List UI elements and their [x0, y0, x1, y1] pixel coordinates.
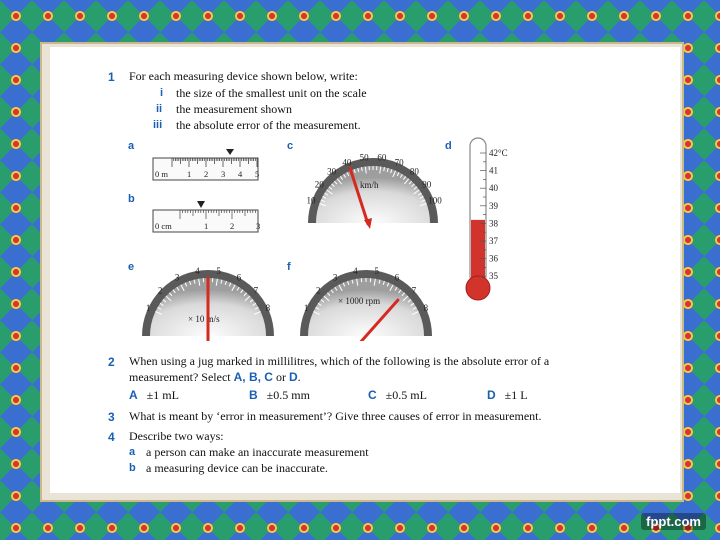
q4-item-b-text: a measuring device can be inaccurate.	[146, 461, 328, 475]
dc-tick-label: 20	[314, 179, 324, 190]
ruler-a-tick-label: 5	[255, 169, 260, 179]
q1-number: 1	[108, 70, 115, 84]
q3-number: 3	[108, 410, 115, 424]
q4-number: 4	[108, 430, 115, 444]
ruler-b	[150, 195, 262, 237]
dial-e-unit: × 10 m/s	[188, 314, 220, 324]
q3-text: What is meant by ‘error in measurement’? Give three causes of error in measurement.	[129, 409, 542, 423]
q1-item-i-marker: i	[160, 87, 164, 99]
thermometer-tick-label: 36	[489, 253, 498, 264]
de-tick-label: 7	[253, 285, 259, 296]
label-e: e	[128, 261, 135, 273]
q2-line1: When using a jug marked in millilitres, which of the following is the absolute error of a	[129, 354, 550, 368]
df-tick-label: 8	[423, 303, 429, 314]
label-b: b	[128, 193, 135, 205]
de-tick-label: 5	[216, 265, 221, 276]
ruler-b-tick-label: 1	[204, 221, 209, 231]
df-tick-label: 6	[394, 272, 400, 283]
dc-tick-label: 30	[327, 166, 337, 177]
ruler-a-tick-label: 4	[238, 169, 243, 179]
label-f: f	[287, 261, 291, 273]
dc-tick-label: 80	[409, 166, 419, 177]
ruler-b-tick-label: 2	[230, 221, 235, 231]
q1-item-iii-marker: iii	[153, 119, 163, 131]
q4-item-a-marker: a	[129, 446, 136, 458]
thermometer-tick-label: 42°C	[489, 148, 508, 158]
dc-tick-label: 10	[306, 195, 316, 206]
q2-option-a[interactable]: A ±1 mL	[129, 388, 179, 402]
ruler-a	[150, 145, 262, 185]
de-tick-label: 2	[157, 285, 163, 296]
q1-text: For each measuring device shown below, write:	[129, 69, 358, 83]
thermometer-bulb	[466, 276, 490, 300]
df-tick-label: 2	[315, 285, 321, 296]
thermometer-d	[462, 136, 524, 306]
q4-item-b-marker: b	[129, 462, 136, 474]
ruler-b-pointer-icon	[197, 201, 205, 208]
thermometer-tick-label: 35	[489, 271, 498, 282]
ruler-a-pointer-icon	[226, 149, 234, 155]
dc-tick-label: 50	[359, 152, 369, 163]
dial-e	[138, 256, 278, 341]
ruler-b-tick-label: 0 cm	[155, 221, 172, 231]
q4-text: Describe two ways:	[129, 429, 224, 443]
ruler-a-tick-label: 1	[187, 169, 192, 179]
q1-item-ii-text: the measurement shown	[176, 102, 292, 116]
df-tick-label: 4	[353, 265, 358, 276]
ruler-a-tick-label: 2	[204, 169, 209, 179]
thermometer-tick-label: 39	[489, 200, 498, 211]
q2-number: 2	[108, 355, 115, 369]
dial-c-unit: km/h	[360, 180, 379, 190]
de-tick-label: 8	[265, 303, 271, 314]
label-a: a	[128, 140, 135, 152]
df-tick-label: 7	[411, 285, 417, 296]
df-tick-label: 1	[303, 303, 309, 314]
q1-item-iii-text: the absolute error of the measurement.	[176, 118, 361, 132]
dc-tick-label: 60	[377, 152, 387, 163]
label-c: c	[287, 140, 294, 152]
dial-c	[298, 138, 448, 233]
df-tick-label: 3	[332, 272, 338, 283]
q1-item-ii-marker: ii	[156, 103, 163, 115]
dc-tick-label: 40	[342, 157, 352, 168]
dc-tick-label: 70	[394, 157, 404, 168]
ruler-b-tick-label: 3	[256, 221, 261, 231]
q2-option-c[interactable]: C ±0.5 mL	[368, 388, 427, 402]
label-d: d	[445, 140, 452, 152]
dial-f-unit: × 1000 rpm	[338, 296, 381, 306]
q2-option-d[interactable]: D ±1 L	[487, 388, 528, 402]
thermometer-tick-label: 38	[489, 218, 498, 229]
ruler-a-tick-label: 0 m	[155, 169, 168, 179]
de-tick-label: 1	[145, 303, 151, 314]
q4-item-a-text: a person can make an inaccurate measurement	[146, 445, 369, 459]
watermark: fppt.com	[641, 513, 706, 530]
df-tick-label: 5	[374, 265, 379, 276]
dc-tick-label: 90	[422, 179, 432, 190]
thermometer-tick-label: 37	[489, 236, 498, 246]
dc-tick-label: 100	[428, 195, 442, 206]
dial-f	[296, 256, 436, 341]
thermometer-tick-label: 41	[489, 165, 498, 176]
q2-option-b[interactable]: B ±0.5 mm	[249, 388, 310, 402]
de-tick-label: 6	[236, 272, 242, 283]
de-tick-label: 3	[174, 272, 180, 283]
q1-item-i-text: the size of the smallest unit on the scale	[176, 86, 367, 100]
thermometer-tick-label: 40	[489, 183, 498, 194]
q2-line2: measurement? Select A, B, C or D.	[129, 370, 301, 384]
de-tick-label: 4	[195, 265, 200, 276]
ruler-a-tick-label: 3	[221, 169, 226, 179]
